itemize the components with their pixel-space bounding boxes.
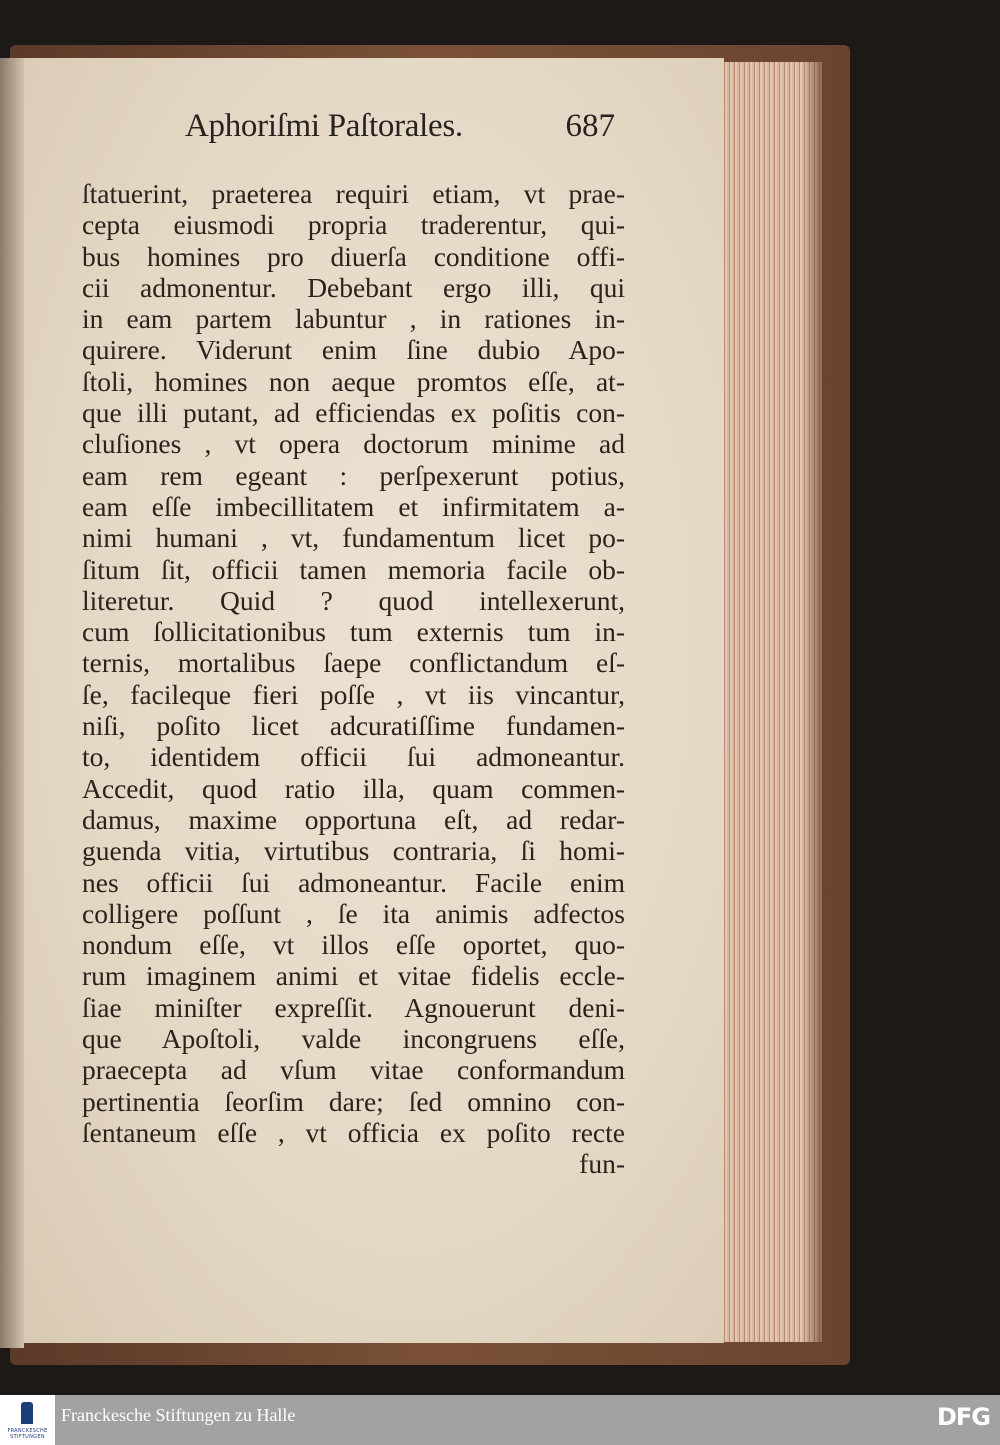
- page-header: [185, 108, 615, 158]
- dfg-logo[interactable]: DFG: [936, 1403, 990, 1431]
- text-line: cluſiones , vt opera doctorum minime ad: [82, 428, 625, 460]
- text-line: ſitum ſit, officii tamen memoria facile ob-: [82, 553, 625, 585]
- text-line: cepta eiusmodi propria traderentur, qui-: [82, 209, 625, 241]
- text-line: eam eſſe imbecillitatem et infirmitatem a-: [82, 490, 625, 522]
- text-line: niſi, poſito licet adcuratiſſime fundamen-: [82, 710, 625, 742]
- text-line: nes officii ſui admoneantur. Facile enim: [82, 866, 625, 898]
- text-line: que illi putant, ad efficiendas ex poſitis con-: [82, 397, 625, 429]
- text-line: cum ſollicitationibus tum externis tum in-: [82, 616, 625, 648]
- page-edges: [722, 62, 822, 1342]
- text-line: praecepta ad vſum vitae conformandum: [82, 1054, 625, 1086]
- running-head: Aphoriſmi Paſtorales.: [185, 108, 463, 144]
- text-line: que Apoſtoli, valde incongruens eſſe,: [82, 1023, 625, 1055]
- text-line: ſtoli, homines non aeque promtos eſſe, at-: [82, 365, 625, 397]
- institution-name: Franckesche Stiftungen zu Halle: [61, 1405, 296, 1425]
- text-line: to, identidem officii ſui admoneantur.: [82, 741, 625, 773]
- text-line: rum imaginem animi et vitae fidelis eccle-: [82, 960, 625, 992]
- institution-logo[interactable]: [0, 1395, 55, 1445]
- text-line: ſiae miniſter expreſſit. Agnouerunt deni-: [82, 991, 625, 1023]
- text-line: guenda vitia, virtutibus contraria, ſi homi-: [82, 835, 625, 867]
- footer-bar: [0, 1395, 1000, 1445]
- text-line: pertinentia ſeorſim dare; ſed omnino con-: [82, 1085, 625, 1117]
- catchword: fun-: [579, 1148, 625, 1180]
- logo-figure-icon: [21, 1402, 33, 1424]
- text-line: ſentaneum eſſe , vt officia ex poſito recte: [82, 1116, 625, 1148]
- text-line: eam rem egeant : perſpexerunt potius,: [82, 459, 625, 491]
- text-line: nimi humani , vt, fundamentum licet po-: [82, 522, 625, 554]
- text-line: ſtatuerint, praeterea requiri etiam, vt prae-: [82, 178, 625, 209]
- text-line: damus, maxime opportuna eſt, ad redar-: [82, 803, 625, 835]
- text-line: cii admonentur. Debebant ergo illi, qui: [82, 271, 625, 303]
- text-line: ternis, mortalibus ſaepe conflictandum eſ-: [82, 647, 625, 679]
- text-line: Accedit, quod ratio illa, quam commen-: [82, 772, 625, 804]
- text-line: colligere poſſunt , ſe ita animis adfectos: [82, 897, 625, 929]
- text-line: literetur. Quid ? quod intellexerunt,: [82, 584, 625, 616]
- body-text: [82, 178, 625, 1180]
- text-line: in eam partem labuntur , in rationes in-: [82, 303, 625, 335]
- text-line: ſe, facileque fieri poſſe , vt iis vincantur,: [82, 678, 625, 710]
- text-line: quirere. Viderunt enim ſine dubio Apo-: [82, 334, 625, 366]
- left-page-edge: [0, 58, 24, 1348]
- text-line: bus homines pro diuerſa conditione offi-: [82, 240, 625, 272]
- text-line: nondum eſſe, vt illos eſſe oportet, quo-: [82, 929, 625, 961]
- logo-caption: FRANCKESCHE STIFTUNGEN: [7, 1428, 48, 1440]
- page-number: 687: [565, 108, 615, 144]
